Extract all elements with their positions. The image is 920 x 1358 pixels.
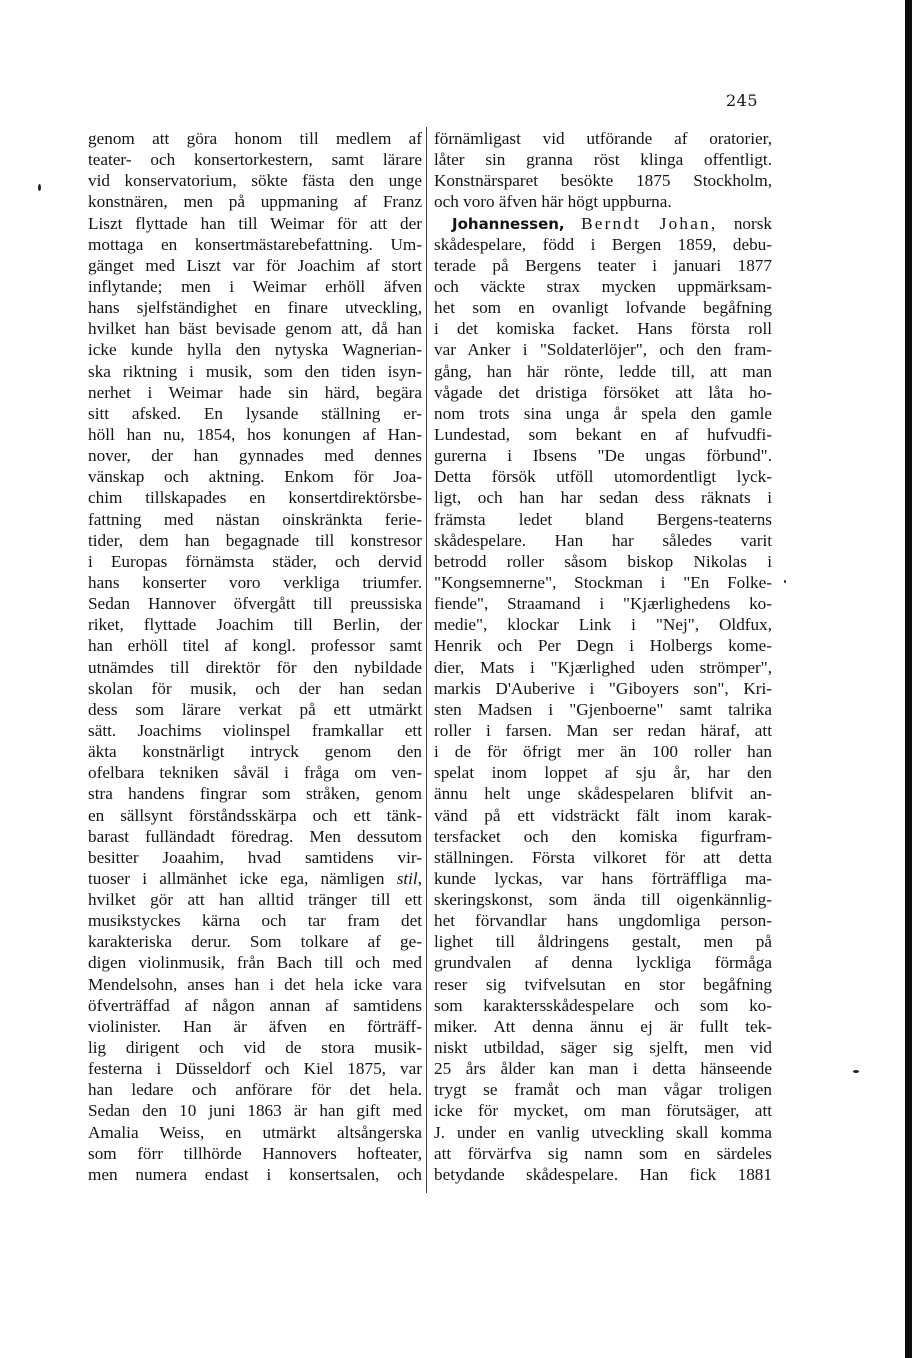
left-column-line: ska riktning i musik, som den tiden isyn- bbox=[88, 361, 422, 381]
left-column-line: utnämdes till direktör för den nybildade bbox=[88, 657, 422, 677]
left-column-line: gänget med Liszt var för Joachim af stort bbox=[88, 255, 422, 275]
left-column-line: som förr tillhörde Hannovers hofteater, bbox=[88, 1143, 422, 1163]
entry-body-line: niskt utbildad, säger sig sjelft, men vid bbox=[434, 1038, 772, 1058]
entry-body-line: skådespelare. Han har således varit bbox=[434, 530, 772, 550]
entry-body-line: vänd på ett vidsträckt fält inom karak- bbox=[434, 805, 772, 825]
left-column-line: violinister. Han är äfven en förträff- bbox=[88, 1016, 422, 1036]
left-column-line: besitter Joaahim, hvad samtidens vir- bbox=[88, 847, 422, 867]
entry-body-line: Detta försök utföll utomordentligt lyck- bbox=[434, 467, 772, 487]
entry-body-line: som karaktersskådespelare och som ko- bbox=[434, 995, 772, 1015]
entry-body-line: trygt se framåt och man vågar troligen bbox=[434, 1080, 772, 1100]
entry-body-line: spelat inom loppet af sju år, har den bbox=[434, 763, 772, 783]
left-column-line: vänskap och aktning. Enkom för Joa- bbox=[88, 467, 422, 487]
entry-body-line: kunde lyckas, var hans förträffliga ma- bbox=[434, 868, 772, 888]
left-column-line: nover, der han gynnades med dennes bbox=[88, 446, 422, 466]
left-column-line: vid konservatorium, sökte fästa den unge bbox=[88, 171, 422, 191]
left-column-line: sitt afsked. En lysande ställning er- bbox=[88, 403, 422, 423]
entry-body-line: medie", klockar Link i "Nej", Oldfux, bbox=[434, 615, 772, 635]
left-column-line: genom att göra honom till medlem af bbox=[88, 129, 422, 148]
left-column-line: konstnären, men på uppmaning af Franz bbox=[88, 192, 422, 212]
entry-given-name: Berndt Johan, bbox=[581, 213, 718, 233]
left-column-line: höll han nu, 1854, hos konungen af Han- bbox=[88, 424, 422, 444]
entry-first-line-rest: norsk bbox=[733, 213, 773, 233]
left-column-line: Sedan Hannover öfvergått till preussiska bbox=[88, 594, 422, 614]
left-column-line: Sedan den 10 juni 1863 är han gift med bbox=[88, 1101, 422, 1121]
entry-body-line: Henrik och Per Degn i Holbergs kome- bbox=[434, 636, 772, 656]
entry-heading-line bbox=[434, 213, 772, 234]
left-column-line: ofelbara tekniken såväl i fråga om ven- bbox=[88, 763, 422, 783]
left-column-line: inflytande; men i Weimar erhöll äfven bbox=[88, 276, 422, 296]
entry-body-line: gurerna i Ibsens "De ungas förbund". bbox=[434, 446, 772, 466]
left-column-line: stra handens fingrar som stråken, genom bbox=[88, 784, 422, 804]
entry-body-line: gång, han här rönte, ledde till, att man bbox=[434, 361, 772, 381]
entry-body-line: i det komiska facket. Hans första roll bbox=[434, 319, 772, 339]
entry-body-line: lighet till åldringens gestalt, men på bbox=[434, 932, 772, 952]
entry-headword: Johannessen, bbox=[452, 214, 565, 233]
left-column-line: öfverträffad af någon annan af samtidens bbox=[88, 995, 422, 1015]
right-column-line: låter sin granna röst klinga offentligt. bbox=[434, 150, 772, 170]
entry-body-line: grundvalen af denna lyckliga förmåga bbox=[434, 953, 772, 973]
entry-body-line: markis D'Auberive i "Giboyers son", Kri- bbox=[434, 678, 772, 698]
entry-body-line: var Anker i "Soldaterlöjer", och den fram- bbox=[434, 340, 772, 360]
left-column-line: karakteriska derur. Som tolkare af ge- bbox=[88, 932, 422, 952]
left-column-line: icke kunde hylla den nytyska Wagnerian- bbox=[88, 340, 422, 360]
scan-speck bbox=[784, 580, 786, 583]
entry-body-line: terade på Bergens teater i januari 1877 bbox=[434, 255, 772, 275]
entry-body-line: tersfacket och den komiska figurfram- bbox=[434, 826, 772, 846]
entry-body-line: J. under en vanlig utveckling skall komma bbox=[434, 1122, 772, 1142]
left-column-line: hans konserter voro verkliga triumfer. bbox=[88, 572, 422, 592]
entry-body-line: Lundestad, som bekant en af hufvudfi- bbox=[434, 424, 772, 444]
entry-body-line: att förvärfva sig namn som en särdeles bbox=[434, 1143, 772, 1163]
entry-body-line: och väckte strax mycken uppmärksam- bbox=[434, 276, 772, 296]
left-column-line: han ledare och anförare för det hela. bbox=[88, 1080, 422, 1100]
entry-body-line: ligt, och han har sedan dess räknats i bbox=[434, 488, 772, 508]
left-column-line: äkta konstnärligt intryck genom den bbox=[88, 742, 422, 762]
right-column-line: förnämligast vid utförande af oratorier, bbox=[434, 129, 772, 148]
left-column-line: hvilket gör att han alltid tränger till ett bbox=[88, 890, 422, 910]
left-column-line: mottaga en konsertmästarebefattning. Um- bbox=[88, 234, 422, 254]
right-column-line: Konstnärsparet besökte 1875 Stockholm, bbox=[434, 171, 772, 191]
left-column-line: Amalia Weiss, en utmärkt altsångerska bbox=[88, 1122, 422, 1142]
entry-body-line: vågade det dristiga försöket att låta ho- bbox=[434, 382, 772, 402]
entry-body-line: roller i farsen. Man ser redan häraf, att bbox=[434, 720, 772, 740]
left-column-line: teater- och konsertorkestern, samt lärare bbox=[88, 150, 422, 170]
left-column-line: hans sjelfständighet en finare utveckling, bbox=[88, 298, 422, 318]
left-column-line: lig dirigent och vid de stora musik- bbox=[88, 1038, 422, 1058]
left-column-line: men numera endast i konsertsalen, och bbox=[88, 1164, 422, 1184]
left-column-line: chim tillskapades en konsertdirektörsbe- bbox=[88, 488, 422, 508]
left-column-line: riket, flyttade Joachim till Berlin, der bbox=[88, 615, 422, 635]
entry-body-line: dier, Mats i "Kjærlighed uden strömper", bbox=[434, 657, 772, 677]
entry-body-line: i de för öfrigt mer än 100 roller han bbox=[434, 742, 772, 762]
entry-body-line: ännu helt unge skådespelaren blifvit an- bbox=[434, 784, 772, 804]
left-column-line: dess som lärare verkat på ett utmärkt bbox=[88, 699, 422, 719]
left-column-line: fattning med nästan oinskränkta ferie- bbox=[88, 509, 422, 529]
entry-body-line: skådespelare, född i Bergen 1859, debu- bbox=[434, 234, 772, 254]
left-column-line: nerhet i Weimar hade sin härd, begära bbox=[88, 382, 422, 402]
entry-body-line: 25 års ålder kan man i detta hänseende bbox=[434, 1059, 772, 1079]
emphasis-word: stil bbox=[396, 868, 418, 888]
column-divider bbox=[426, 127, 427, 1193]
entry-body-line: het som en ovanligt lofvande begåfning bbox=[434, 298, 772, 318]
entry-body-line: nom trots sina unga år spela den gamle bbox=[434, 403, 772, 423]
left-column-line: sätt. Joachims violinspel framkallar ett bbox=[88, 720, 422, 740]
entry-body-line: betydande skådespelare. Han fick 1881 bbox=[434, 1164, 772, 1184]
left-column-line: barast fulländadt föredrag. Men dessutom bbox=[88, 826, 422, 846]
scan-speck bbox=[38, 184, 41, 191]
left-column-line: tider, dem han begagnade till konstresor bbox=[88, 530, 422, 550]
entry-body-line: ställningen. Första vilkoret för att detta bbox=[434, 847, 772, 867]
right-column-continuation bbox=[434, 128, 772, 213]
left-column-line: hvilket han bäst bevisade genom att, då han bbox=[88, 319, 422, 339]
left-column-line: skolan för musik, och der han sedan bbox=[88, 678, 422, 698]
entry-body-line: het förvandlar hans ungdomliga person- bbox=[434, 911, 772, 931]
entry-body-line: betrodd roller såsom biskop Nikolas i bbox=[434, 551, 772, 571]
entry-body bbox=[434, 234, 772, 1185]
left-column-line: i Europas förnämsta städer, och dervid bbox=[88, 551, 422, 571]
left-column-line: Mendelsohn, anses han i det hela icke vara bbox=[88, 974, 422, 994]
scan-edge-shadow bbox=[905, 0, 912, 1358]
right-column bbox=[434, 128, 772, 1185]
entry-body-line: miker. Att denna ännu ej är fullt tek- bbox=[434, 1016, 772, 1036]
entry-body-line: fiende", Straamand i "Kjærlighedens ko- bbox=[434, 594, 772, 614]
entry-body-line: främsta ledet bland Bergens-teaterns bbox=[434, 509, 772, 529]
entry-body-line: reser sig tvifvelsutan en stor begåfning bbox=[434, 974, 772, 994]
left-column-line: digen violinmusik, från Bach till och med bbox=[88, 953, 422, 973]
left-column-line: musikstyckes kärna och tar fram det bbox=[88, 911, 422, 931]
left-column-line: han erhöll titel af kongl. professor samt bbox=[88, 636, 422, 656]
left-column-line: en sällsynt förståndsskärpa och ett tänk- bbox=[88, 805, 422, 825]
entry-body-line: sten Madsen i "Gjenboerne" samt talrika bbox=[434, 699, 772, 719]
left-column bbox=[88, 128, 422, 1185]
left-column-line: festerna i Düsseldorf och Kiel 1875, var bbox=[88, 1059, 422, 1079]
right-column-line: och voro äfven här högt uppburna. bbox=[434, 192, 672, 212]
entry-body-line: "Kongsemnerne", Stockman i "En Folke- bbox=[434, 572, 772, 592]
entry-body-line: skeringskonst, som ända till oigenkännlig- bbox=[434, 890, 772, 910]
scan-speck bbox=[853, 1070, 859, 1073]
page-number: 245 bbox=[726, 91, 759, 110]
left-column-line: Liszt flyttade han till Weimar för att der bbox=[88, 213, 422, 233]
left-column-line: tuoser i allmänhet icke ega, nämligen stil, bbox=[88, 868, 422, 888]
entry-body-line: icke för mycket, om man förutsäger, att bbox=[434, 1101, 772, 1121]
